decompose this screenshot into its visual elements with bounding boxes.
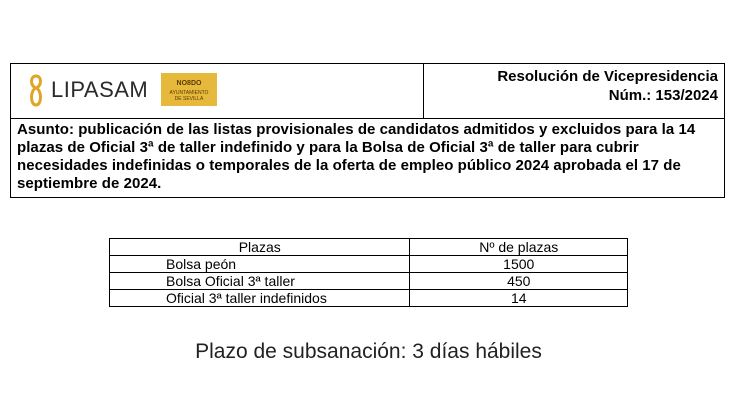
row-name: Bolsa peón [110,256,410,273]
row-name: Bolsa Oficial 3ª taller [110,273,410,290]
table-header-row [110,239,628,256]
deadline-text: Plazo de subsanación: 3 días hábiles [195,340,542,363]
row-count: 450 [410,273,628,290]
resolution-number: Núm.: 153/2024 [608,87,718,104]
row-count: 14 [410,290,628,307]
table-row [110,290,628,307]
table-row [110,273,628,290]
header-num-plazas: Nº de plazas [410,239,628,256]
seal-bottom-text: AYUNTAMIENTO DE SEVILLA [169,90,209,102]
seal-top-text: NO8DO [176,80,202,87]
logo-name: LIPASAM [51,77,149,102]
resolution-title: Resolución de Vicepresidencia [497,68,718,85]
row-name: Oficial 3ª taller indefinidos [110,290,410,307]
sevilla-seal-logo [161,73,217,106]
subject-text: Asunto: publicación de las listas provisionales de candidatos admitidos y excluidos para la 14 plazas de Oficial 3ª de taller indefinido y para la Bolsa de Oficial 3ª de taller para cubrir necesidades indefinidas o temporales de la oferta de empleo público 2024 aprobada el 17 de septiembre de 2024. [17,121,696,192]
logo-area [11,64,424,119]
lipasam-logo-icon [27,74,45,107]
table-row [110,256,628,273]
header-plazas: Plazas [110,239,410,256]
document-header [10,63,725,198]
plazas-table [109,238,628,307]
row-count: 1500 [410,256,628,273]
resolution-info [424,64,724,119]
